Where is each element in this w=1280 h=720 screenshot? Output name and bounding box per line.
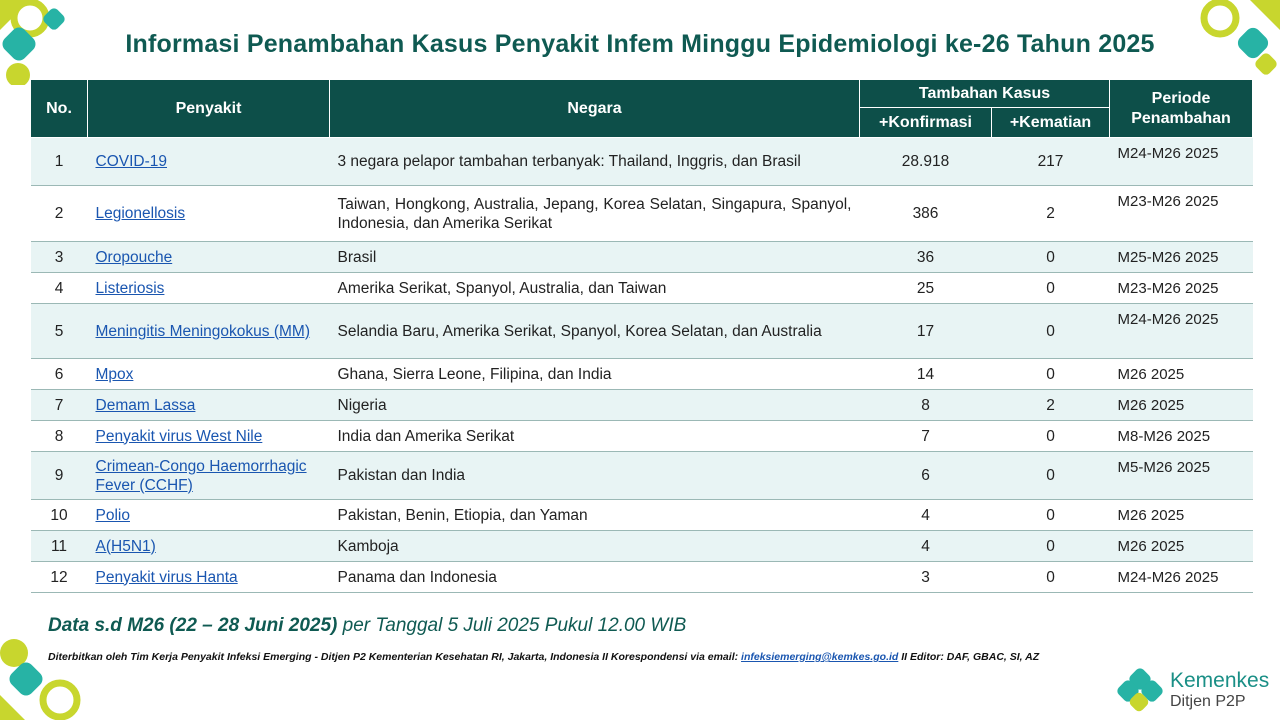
cell-negara: Pakistan dan India [330, 452, 860, 500]
cell-konfirmasi: 17 [860, 304, 992, 359]
table-row [31, 242, 1253, 273]
cell-kematian: 2 [992, 186, 1110, 242]
table-row [31, 452, 1253, 500]
disease-link[interactable]: Listeriosis [95, 279, 165, 297]
cell-negara: Ghana, Sierra Leone, Filipina, dan India [330, 359, 860, 390]
cell-periode: M23-M26 2025 [1110, 273, 1253, 304]
cell-periode: M26 2025 [1110, 531, 1253, 562]
table-row [31, 531, 1253, 562]
disease-table [30, 79, 1253, 593]
disease-link[interactable]: Penyakit virus West Nile [95, 427, 263, 445]
cell-no: 2 [31, 186, 88, 242]
data-period-bold: Data s.d M26 (22 – 28 Juni 2025) [48, 615, 338, 636]
cell-konfirmasi: 36 [860, 242, 992, 273]
header-konfirmasi: +Konfirmasi [860, 108, 992, 138]
email-link[interactable]: infeksiemerging@kemkes.go.id [741, 651, 899, 663]
cell-kematian: 0 [992, 531, 1110, 562]
cell-negara: Nigeria [330, 390, 860, 421]
disease-link[interactable]: Crimean-Congo Haemorrhagic Fever (CCHF) [95, 457, 307, 494]
cell-konfirmasi: 28.918 [860, 138, 992, 186]
header-periode: Periode Penambahan [1110, 80, 1253, 138]
table-row [31, 359, 1253, 390]
cell-no: 1 [31, 138, 88, 186]
kemenkes-logo-icon [1117, 668, 1167, 713]
credit-before: Diterbitkan oleh Tim Kerja Penyakit Infeksi Emerging - Ditjen P2 Kementerian Kesehatan RI, Jakarta, Indonesia II Korespondensi via email: [48, 651, 742, 663]
publisher-credit [48, 651, 1039, 663]
header-tambahan-kasus: Tambahan Kasus [860, 80, 1110, 108]
disease-link[interactable]: Legionellosis [95, 205, 186, 222]
cell-kematian: 0 [992, 273, 1110, 304]
header-no: No. [31, 80, 88, 138]
table-row [31, 562, 1253, 593]
cell-konfirmasi: 8 [860, 390, 992, 421]
cell-konfirmasi: 6 [860, 452, 992, 500]
cell-konfirmasi: 14 [860, 359, 992, 390]
table-row [31, 390, 1253, 421]
data-period-note [48, 615, 686, 637]
cell-konfirmasi: 4 [860, 500, 992, 531]
cell-negara: Taiwan, Hongkong, Australia, Jepang, Korea Selatan, Singapura, Spanyol, Indonesia, dan Amerika Serikat [330, 186, 860, 242]
cell-kematian: 0 [992, 421, 1110, 452]
disease-link[interactable]: Mpox [95, 365, 134, 383]
cell-negara: 3 negara pelapor tambahan terbanyak: Thailand, Inggris, dan Brasil [330, 138, 860, 186]
cell-periode: M25-M26 2025 [1110, 242, 1253, 273]
data-period-rest: per Tanggal 5 Juli 2025 Pukul 12.00 WIB [337, 615, 687, 636]
cell-periode: M8-M26 2025 [1110, 421, 1253, 452]
cell-negara: Amerika Serikat, Spanyol, Australia, dan Taiwan [330, 273, 860, 304]
disease-link[interactable]: Penyakit virus Hanta [95, 568, 238, 586]
disease-link[interactable]: Demam Lassa [95, 396, 196, 414]
cell-kematian: 0 [992, 500, 1110, 531]
logo-line1: Kemenkes [1170, 669, 1270, 692]
logo-line2: Ditjen P2P [1170, 693, 1246, 710]
cell-periode: M23-M26 2025 [1110, 186, 1253, 242]
header-negara: Negara [330, 80, 860, 138]
cell-periode: M26 2025 [1110, 359, 1253, 390]
cell-no: 6 [31, 359, 88, 390]
disease-link[interactable]: COVID-19 [95, 153, 167, 170]
kemenkes-logo-text [1170, 670, 1269, 712]
cell-kematian: 0 [992, 562, 1110, 593]
cell-negara: Panama dan Indonesia [330, 562, 860, 593]
cell-no: 4 [31, 273, 88, 304]
table-row [31, 273, 1253, 304]
cell-no: 5 [31, 304, 88, 359]
cell-negara: Pakistan, Benin, Etiopia, dan Yaman [330, 500, 860, 531]
cell-no: 10 [31, 500, 88, 531]
cell-konfirmasi: 25 [860, 273, 992, 304]
cell-no: 8 [31, 421, 88, 452]
header-kematian: +Kematian [992, 108, 1110, 138]
table-row [31, 186, 1253, 242]
cell-kematian: 217 [992, 138, 1110, 186]
cell-periode: M24-M26 2025 [1110, 304, 1253, 359]
cell-kematian: 0 [992, 304, 1110, 359]
disease-link[interactable]: Oropouche [95, 248, 173, 266]
cell-no: 9 [31, 452, 88, 500]
disease-link[interactable]: Meningitis Meningokokus (MM) [95, 322, 310, 340]
cell-negara: Kamboja [330, 531, 860, 562]
cell-periode: M5-M26 2025 [1110, 452, 1253, 500]
page-title: Informasi Penambahan Kasus Penyakit Infem Minggu Epidemiologi ke-26 Tahun 2025 [125, 30, 1155, 58]
cell-kematian: 0 [992, 242, 1110, 273]
header-penyakit: Penyakit [88, 80, 330, 138]
cell-no: 12 [31, 562, 88, 593]
cell-kematian: 0 [992, 359, 1110, 390]
disease-link[interactable]: A(H5N1) [95, 537, 156, 555]
table-row [31, 421, 1253, 452]
cell-negara: India dan Amerika Serikat [330, 421, 860, 452]
credit-after: II Editor: DAF, GBAC, SI, AZ [898, 651, 1040, 663]
cell-periode: M24-M26 2025 [1110, 562, 1253, 593]
cell-negara: Brasil [330, 242, 860, 273]
cell-konfirmasi: 3 [860, 562, 992, 593]
cell-konfirmasi: 386 [860, 186, 992, 242]
disease-link[interactable]: Polio [95, 506, 130, 524]
cell-periode: M26 2025 [1110, 390, 1253, 421]
corner-decoration-bottom-left [0, 635, 90, 720]
cell-negara: Selandia Baru, Amerika Serikat, Spanyol, Korea Selatan, dan Australia [330, 304, 860, 359]
table-row [31, 500, 1253, 531]
cell-periode: M24-M26 2025 [1110, 138, 1253, 186]
cell-kematian: 2 [992, 390, 1110, 421]
table-row [31, 138, 1253, 186]
table-row [31, 304, 1253, 359]
cell-no: 7 [31, 390, 88, 421]
cell-periode: M26 2025 [1110, 500, 1253, 531]
cell-kematian: 0 [992, 452, 1110, 500]
cell-konfirmasi: 7 [860, 421, 992, 452]
cell-konfirmasi: 4 [860, 531, 992, 562]
cell-no: 3 [31, 242, 88, 273]
cell-no: 11 [31, 531, 88, 562]
